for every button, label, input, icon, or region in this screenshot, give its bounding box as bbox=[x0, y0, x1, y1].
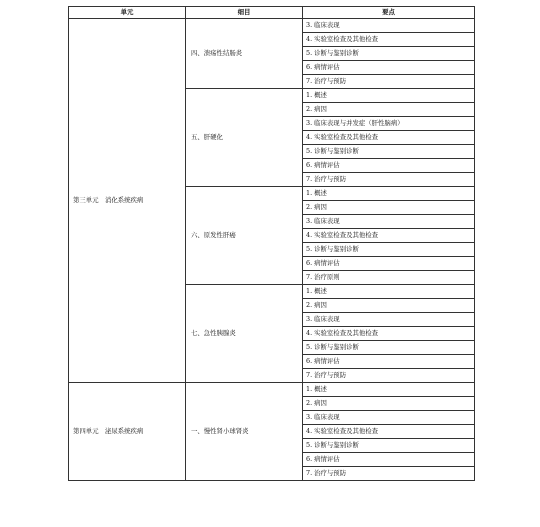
header-point: 要点 bbox=[303, 7, 475, 19]
point-cell: 2. 病因 bbox=[303, 299, 475, 313]
point-cell: 5. 诊断与鉴别诊断 bbox=[303, 243, 475, 257]
header-unit: 单元 bbox=[69, 7, 186, 19]
point-cell: 7. 治疗与预防 bbox=[303, 369, 475, 383]
point-cell: 5. 诊断与鉴别诊断 bbox=[303, 439, 475, 453]
point-cell: 2. 病因 bbox=[303, 201, 475, 215]
point-cell: 7. 治疗与预防 bbox=[303, 467, 475, 481]
syllabus-table bbox=[68, 6, 475, 481]
point-cell: 1. 概述 bbox=[303, 383, 475, 397]
point-cell: 4. 实验室检查及其他检查 bbox=[303, 33, 475, 47]
item-cell: 五、肝硬化 bbox=[186, 89, 303, 187]
point-cell: 6. 病情评估 bbox=[303, 61, 475, 75]
point-cell: 5. 诊断与鉴别诊断 bbox=[303, 145, 475, 159]
point-cell: 7. 治疗与预防 bbox=[303, 173, 475, 187]
point-cell: 2. 病因 bbox=[303, 103, 475, 117]
header-row bbox=[69, 7, 475, 19]
point-cell: 6. 病情评估 bbox=[303, 257, 475, 271]
point-cell: 5. 诊断与鉴别诊断 bbox=[303, 341, 475, 355]
table-row bbox=[69, 383, 475, 397]
point-cell: 4. 实验室检查及其他检查 bbox=[303, 327, 475, 341]
item-cell: 一、慢性肾小球肾炎 bbox=[186, 383, 303, 481]
table-row bbox=[69, 19, 475, 33]
point-cell: 2. 病因 bbox=[303, 397, 475, 411]
header-item: 细目 bbox=[186, 7, 303, 19]
point-cell: 3. 临床表现 bbox=[303, 411, 475, 425]
unit-cell: 第四单元 泌尿系统疾病 bbox=[69, 383, 186, 481]
point-cell: 1. 概述 bbox=[303, 89, 475, 103]
point-cell: 4. 实验室检查及其他检查 bbox=[303, 131, 475, 145]
point-cell: 6. 病情评估 bbox=[303, 355, 475, 369]
item-cell: 四、溃疡性结肠炎 bbox=[186, 19, 303, 89]
point-cell: 7. 治疗原则 bbox=[303, 271, 475, 285]
table-body bbox=[69, 19, 475, 481]
item-cell: 七、急性胰腺炎 bbox=[186, 285, 303, 383]
point-cell: 3. 临床表现 bbox=[303, 215, 475, 229]
point-cell: 3. 临床表现 bbox=[303, 19, 475, 33]
point-cell: 4. 实验室检查及其他检查 bbox=[303, 229, 475, 243]
point-cell: 3. 临床表现与并发症（肝性脑病） bbox=[303, 117, 475, 131]
item-cell: 六、原发性肝癌 bbox=[186, 187, 303, 285]
point-cell: 4. 实验室检查及其他检查 bbox=[303, 425, 475, 439]
point-cell: 5. 诊断与鉴别诊断 bbox=[303, 47, 475, 61]
point-cell: 6. 病情评估 bbox=[303, 453, 475, 467]
point-cell: 3. 临床表现 bbox=[303, 313, 475, 327]
point-cell: 6. 病情评估 bbox=[303, 159, 475, 173]
point-cell: 1. 概述 bbox=[303, 285, 475, 299]
unit-cell: 第三单元 消化系统疾病 bbox=[69, 19, 186, 383]
point-cell: 1. 概述 bbox=[303, 187, 475, 201]
point-cell: 7. 治疗与预防 bbox=[303, 75, 475, 89]
